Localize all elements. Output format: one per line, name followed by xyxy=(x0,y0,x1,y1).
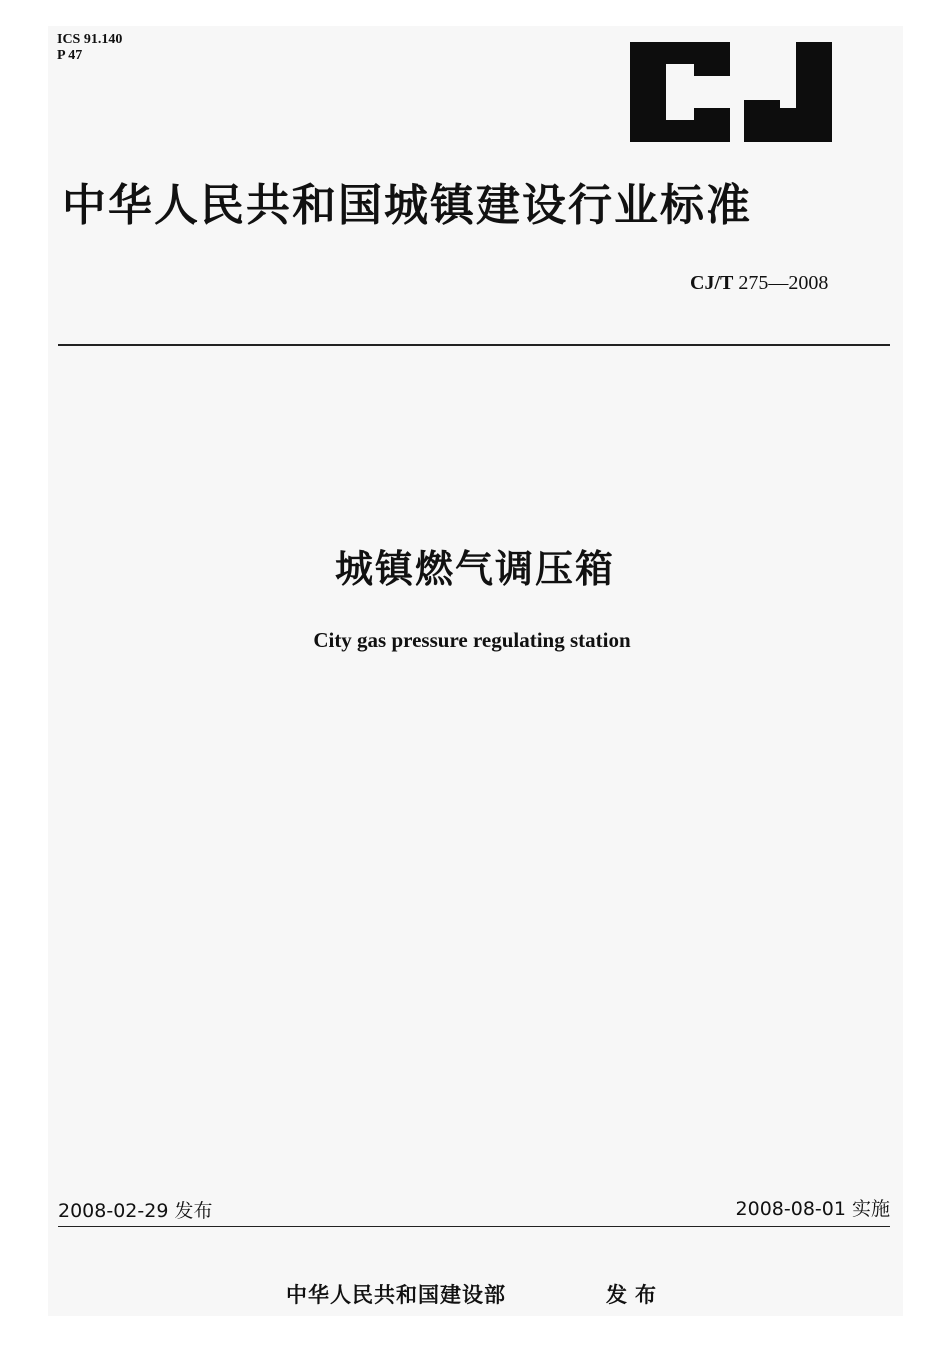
document-title-zh: 城镇燃气调压箱 xyxy=(334,547,615,591)
document-title-en: City gas pressure regulating station xyxy=(313,628,631,652)
issuing-authority: 中华人民共和国建设部 xyxy=(286,1283,506,1307)
issue-verb: 发布 xyxy=(606,1283,664,1307)
standard-title: 中华人民共和国城镇建设行业标准 xyxy=(62,180,752,231)
ics-code: ICS 91.140 xyxy=(57,32,123,47)
standard-code-number: 275—2008 xyxy=(738,272,829,294)
top-divider xyxy=(58,344,890,346)
cj-logo xyxy=(630,42,832,142)
issue-date: 2008-02-29 发布 xyxy=(58,1200,213,1222)
standard-code xyxy=(690,272,828,295)
classification-block xyxy=(57,32,122,64)
p-code: P 47 xyxy=(57,48,83,63)
standard-code-prefix: CJ/T xyxy=(690,272,734,294)
bottom-divider xyxy=(58,1226,890,1227)
implementation-date: 2008-08-01 实施 xyxy=(735,1198,890,1220)
